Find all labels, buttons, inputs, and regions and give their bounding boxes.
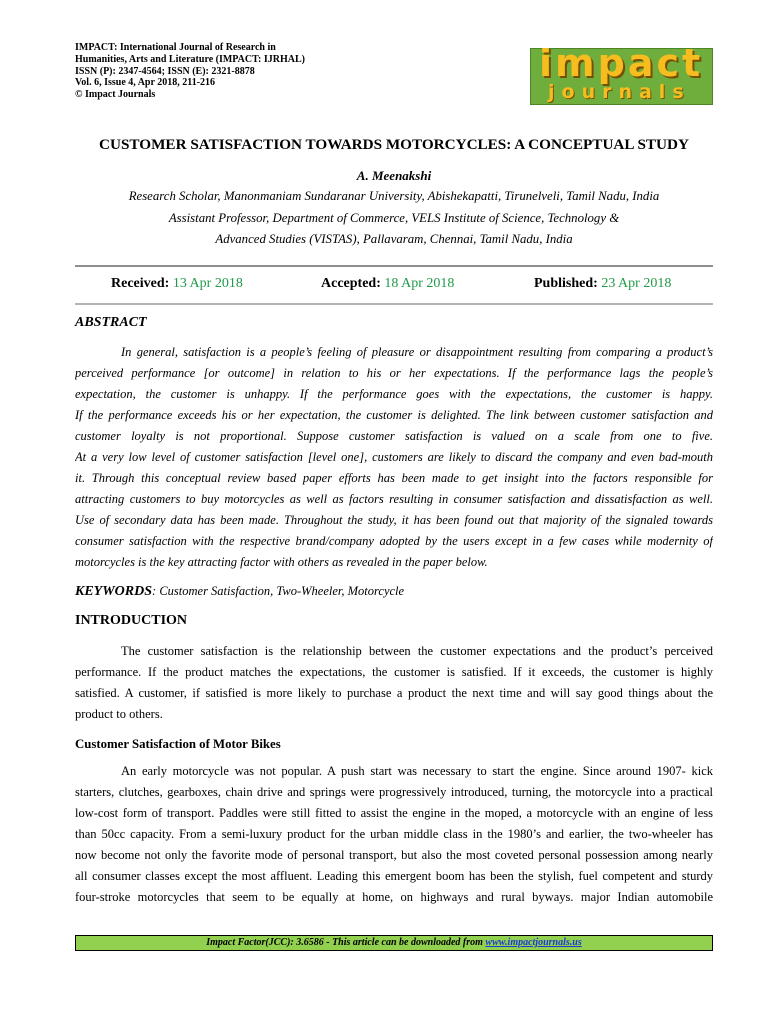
affiliation-line: Assistant Professor, Department of Commerce, VELS Institute of Science, Technology &: [168, 210, 620, 225]
journal-info: [75, 42, 305, 101]
paragraph-line: satisfied. A customer, if satisfied is more likely to purchase a product the next time and will say good things about the: [75, 686, 713, 700]
journal-info-line: IMPACT: International Journal of Research in: [75, 42, 276, 53]
separator-line: [75, 265, 713, 267]
received-date: [111, 275, 243, 293]
date-value: 18 Apr 2018: [384, 276, 455, 291]
introduction-heading: INTRODUCTION: [75, 613, 188, 628]
article-title: CUSTOMER SATISFACTION TOWARDS MOTORCYCLES: A CONCEPTUAL STUDY: [99, 136, 689, 153]
paragraph-line: motorcycles is the key attracting factor with others as revealed in the paper below.: [75, 555, 488, 569]
logo-word-impact: impact: [539, 48, 704, 85]
date-label: Published:: [534, 276, 598, 291]
author-name: A. Meenakshi: [356, 168, 432, 183]
journal-info-line: Vol. 6, Issue 4, Apr 2018, 211-216: [75, 77, 216, 89]
section-paragraph: [75, 761, 713, 908]
paragraph-line: An early motorcycle was not popular. A push start was necessary to start the engine. Since around 1907- kick: [121, 764, 713, 778]
paragraph-line: customer loyalty is not proportional. Suppose customer satisfaction is valued on a scale from one to five.: [75, 429, 713, 443]
affiliation-line: Research Scholar, Manonmaniam Sundaranar University, Abishekapatti, Tirunelveli, Tamil Nadu, India: [128, 189, 660, 203]
journal-info-line: ISSN (P): 2347-4564; ISSN (E): 2321-8878: [75, 65, 255, 77]
paragraph-line: At a very low level of customer satisfaction [level one], customers are likely to discard the company and even bad-mouth: [75, 450, 713, 464]
keywords: [75, 582, 404, 601]
section-heading: Customer Satisfaction of Motor Bikes: [75, 737, 281, 751]
introduction-paragraph: [75, 641, 713, 725]
page-footer: [75, 935, 713, 951]
paragraph-line: starters, clutches, gearboxes, chain drive and springs were progressively introduced, turning, the motorcycle into a practical: [75, 785, 713, 799]
paragraph-line: In general, satisfaction is a people’s feeling of pleasure or disappointment resulting from comparing a product’s: [121, 345, 713, 359]
paragraph-line: perceived performance [or outcome] in relation to his or her expectations. If the performance lags the people’s: [75, 366, 713, 380]
paragraph-line: all consumer classes except the most affluent. Leading this emergent boom has been the stylish, fuel competent and sturdy: [75, 869, 713, 883]
separator-line: [75, 303, 713, 305]
footer-text: Impact Factor(JCC): 3.6586 - This article can be downloaded from: [206, 937, 483, 948]
date-label: Accepted:: [321, 276, 381, 291]
paragraph-line: consumer satisfaction with the respective brand/company adopted by the users except in a few cases while modernity of: [75, 534, 713, 548]
paragraph-line: four-stroke motorcycles that seem to be equally at home, on highways and rural byways. major Indian automobile: [75, 890, 713, 904]
abstract-heading: ABSTRACT: [75, 315, 147, 330]
paragraph-line: low-cost form of transport. Paddles were still fitted to assist the engine in the moped, a motorcycle with an engine of less: [75, 806, 713, 820]
keywords-text: : Customer Satisfaction, Two-Wheeler, Motorcycle: [152, 584, 405, 598]
paragraph-line: now become not only the favorite mode of personal transport, but also the most coveted personal possession among nearly: [75, 848, 713, 862]
website-link[interactable]: www.impactjournals.us: [485, 937, 582, 948]
date-value: 23 Apr 2018: [601, 276, 672, 291]
published-date: [534, 275, 671, 293]
impact-journals-logo: [530, 48, 713, 105]
keywords-label: KEYWORDS: [75, 584, 153, 599]
paragraph-line: it. Through this conceptual review based paper efforts has been made to get insight into the factors responsible for: [75, 471, 713, 485]
paragraph-line: expectation, the customer is unhappy. If the performance goes with the expectations, the customer is happy.: [75, 387, 713, 401]
date-value: 13 Apr 2018: [172, 276, 243, 291]
paragraph-line: The customer satisfaction is the relationship between the customer expectations and the product’s perceived: [121, 644, 713, 658]
accepted-date: [321, 275, 454, 293]
paragraph-line: than 50cc capacity. From a semi-luxury product for the urban middle class in the 1980’s and earlier, the two-wheeler has: [75, 827, 713, 841]
logo-word-journals: journals: [548, 81, 691, 103]
journal-info-line: © Impact Journals: [75, 89, 156, 101]
abstract-paragraph: [75, 342, 713, 573]
paragraph-line: Use of secondary data has been made. Throughout the study, it has been found out that majority of the signaled towards: [75, 513, 713, 527]
paragraph-line: attracting customers to buy motorcycles as well as factors resulting in consumer satisfaction and dissatisfaction as well.: [75, 492, 713, 506]
journal-info-line: Humanities, Arts and Literature (IMPACT: IJRHAL): [75, 53, 305, 65]
paragraph-line: product to others.: [75, 707, 163, 721]
paragraph-line: performance. If the product matches the expectations, the customer is satisfied. If it exceeds, the customer is highly: [75, 665, 713, 679]
author-affiliations: [75, 186, 713, 251]
date-label: Received:: [111, 276, 170, 291]
paragraph-line: If the performance exceeds his or her expectation, the customer is delighted. The link between customer satisfaction and: [75, 408, 713, 422]
affiliation-line: Advanced Studies (VISTAS), Pallavaram, Chennai, Tamil Nadu, India: [215, 232, 573, 246]
